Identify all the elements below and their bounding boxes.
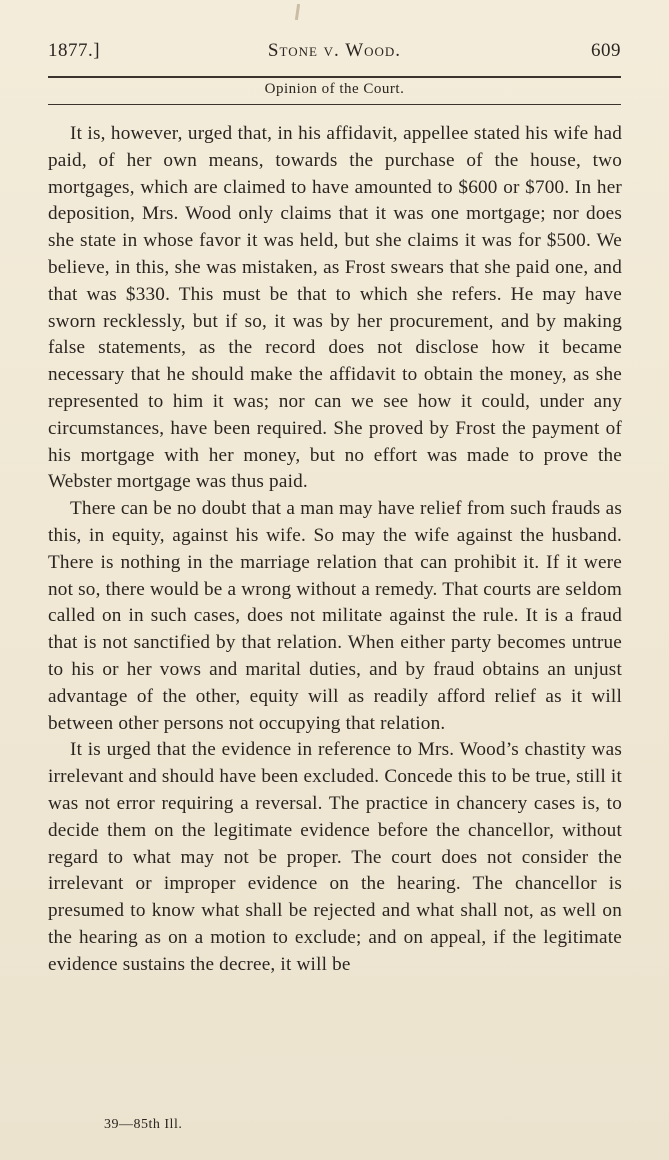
paragraph: It is, however, urged that, in his affidavit, appellee stated his wife had paid, of her own means, towards the purchase of the house, two mortgages, which are claimed to have amounted to $600 or $700. In her deposition, Mrs. Wood only claims that it was one mortgage; nor does she state in whose favor it was held, but she claims it was for $500. We believe, in this, she was mistaken, as Frost swears that she paid one, and that was $330. This must be that to which she refers. He may have sworn recklessly, but if so, it was by her procurement, and by making false statements, as the record does not disclose how it became necessary that he should make the affidavit to obtain the money, as she represented to him it was; nor can we see how it could, under any circumstances, have been required. She proved by Frost the payment of his mortgage with her money, but no effort was made to prove the Webster mortgage was thus paid. <box>48 123 622 493</box>
paragraph: It is urged that the evidence in reference to Mrs. Wood’s chastity was irrelevant and should have been excluded. Concede this to be true, still it was not error requiring a reversal. The practice in chancery cases is, to decide them on the legitimate evidence before the chancellor, without regard to what may not be proper. The court does not consider the irrelevant or improper evidence on the hearing. The chancellor is presumed to know what shall be rejected and what shall not, as well on the hearing as on a motion to exclude; and on appeal, if the legitimate evidence sustains the decree, it will be <box>48 739 622 975</box>
signature-mark: 39—85th Ill. <box>104 1117 183 1132</box>
running-header <box>48 40 621 70</box>
header-page-number: 609 <box>591 40 621 61</box>
section-subheader: Opinion of the Court. <box>264 81 405 97</box>
opinion-text <box>48 121 622 979</box>
header-rule-top <box>48 76 621 78</box>
header-case-title: Stone v. Wood. <box>267 40 402 61</box>
paragraph: There can be no doubt that a man may have relief from such frauds as this, in equity, against his wife. So may the wife against the husband. There is nothing in the marriage relation that can prohibit it. If it were not so, there would be a wrong without a remedy. That courts are seldom called on in such cases, does not militate against the rule. It is a fraud that is not sanctified by that relation. When either party becomes untrue to his or her vows and marital duties, and by fraud obtains an unjust advantage of the other, equity will as readily afford relief as it will between other persons not occupying that relation. <box>48 498 622 734</box>
ink-mark <box>295 4 300 20</box>
header-rule-bottom <box>48 104 621 105</box>
header-year: 1877.] <box>48 40 101 61</box>
